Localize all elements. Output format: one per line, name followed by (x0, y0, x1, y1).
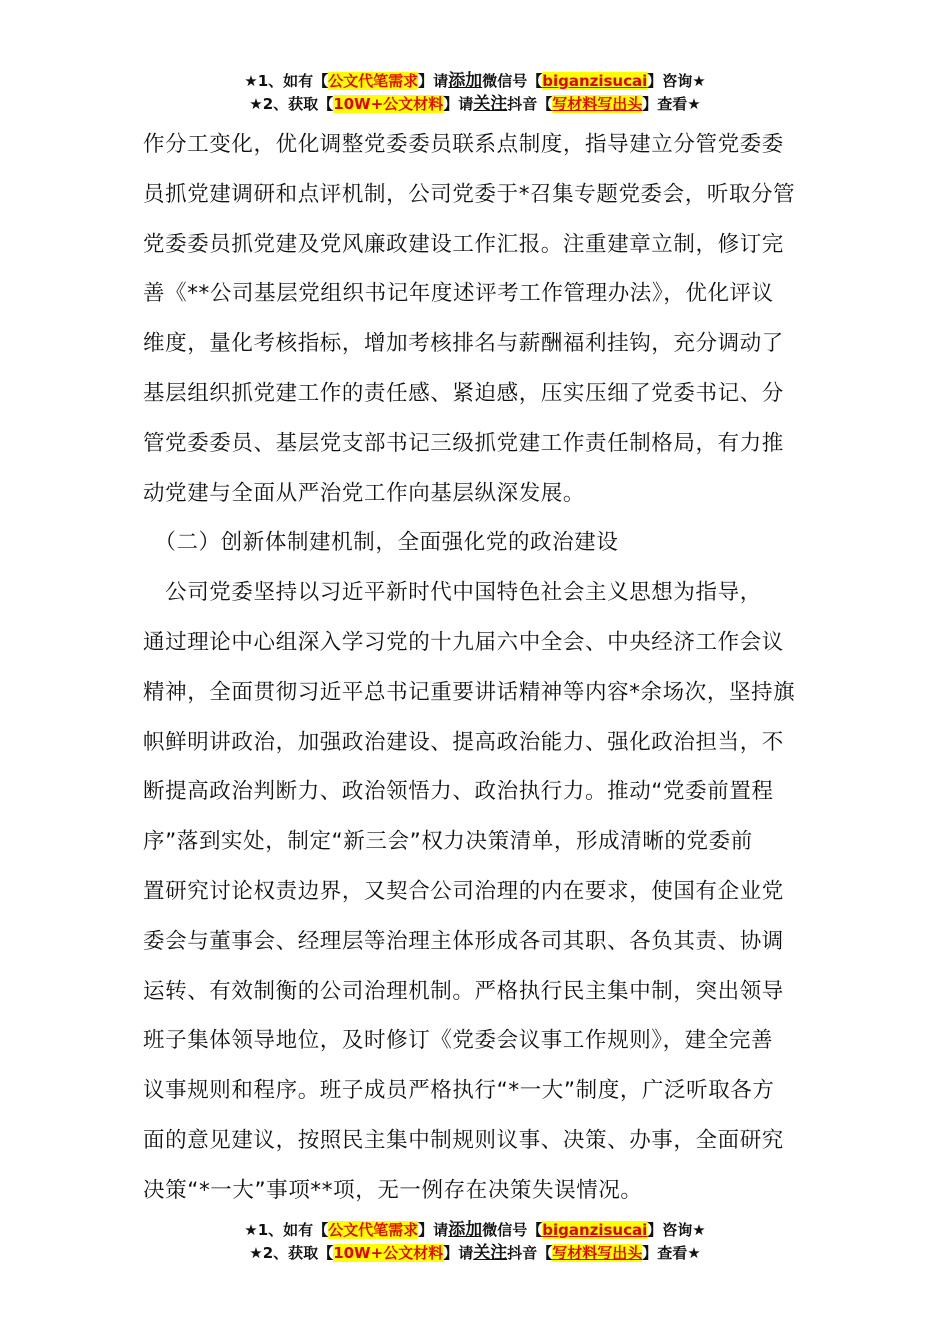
text-line: 基层组织抓党建工作的责任感、紧迫感，压实压细了党委书记、分 (143, 380, 784, 406)
text-line: 运转、有效制衡的公司治理机制。严格执行民主集中制，突出领导 (143, 978, 784, 1004)
text: ★1、如有【 (244, 1221, 329, 1239)
text: ★2、获取【 (249, 95, 334, 113)
text-line: 作分工变化，优化调整党委委员联系点制度，指导建立分管党委委 (143, 132, 784, 157)
text: 】请 (418, 1221, 449, 1239)
text-line: 维度，量化考核指标，增加考核排名与薪酬福利挂钩，充分调动了 (143, 331, 784, 357)
text: 添加 (448, 71, 483, 91)
text: 】请 (418, 72, 449, 90)
highlight: 公文代笔需求 (328, 72, 419, 90)
text: 抖音【 (507, 95, 553, 113)
banner-line-2 (0, 1242, 950, 1265)
text-line: 公司党委坚持以习近平新时代中国特色社会主义思想为指导， (143, 580, 762, 606)
text: 抖音【 (507, 1244, 553, 1262)
text-line: 党委委员抓党建及党风廉政建设工作汇报。注重建章立制，修订完 (143, 231, 784, 257)
text: 】请 (443, 1244, 474, 1262)
text-line: 善《**公司基层党组织书记年度述评考工作管理办法》，优化评议 (143, 281, 774, 307)
text: 关注 (473, 1243, 508, 1263)
text: 】查看★ (642, 95, 701, 113)
highlight: 10W+公文材料 (333, 1244, 444, 1262)
body-text (143, 124, 823, 1220)
text: 微信号【 (482, 72, 543, 90)
banner-line-1 (0, 1219, 950, 1242)
text-line: 管党委委员、基层党支部书记三级抓党建工作责任制格局，有力推 (143, 430, 784, 456)
text: 添加 (448, 1220, 483, 1240)
text-line: 决策“*一大”事项**项，无一例存在决策失误情况。 (143, 1177, 643, 1203)
banner-line-2 (0, 93, 950, 116)
douyin-id: 写材料写出头 (552, 95, 643, 113)
top-banner (0, 70, 950, 116)
text-line: 精神，全面贯彻习近平总书记重要讲话精神等内容*余场次，坚持旗 (143, 679, 796, 705)
text-line: 面的意见建议，按照民主集中制规则议事、决策、办事，全面研究 (143, 1127, 784, 1153)
banner-line-1 (0, 70, 950, 93)
text-line: 断提高政治判断力、政治领悟力、政治执行力。推动“党委前置程 (143, 779, 774, 805)
highlight: 公文代笔需求 (328, 1221, 419, 1239)
wechat-id: biganzisucai (542, 72, 648, 90)
text: 】咨询★ (647, 72, 706, 90)
text-line: 通过理论中心组深入学习党的十九届六中全会、中央经济工作会议 (143, 629, 784, 655)
text-line: 帜鲜明讲政治，加强政治建设、提高政治能力、强化政治担当，不 (143, 729, 784, 755)
text: ★2、获取【 (249, 1244, 334, 1262)
text-line: 置研究讨论权责边界，又契合公司治理的内在要求，使国有企业党 (143, 878, 784, 904)
text-line: 班子集体领导地位，及时修订《党委会议事工作规则》，建全完善 (143, 1028, 774, 1054)
text: 】查看★ (642, 1244, 701, 1262)
highlight: 10W+公文材料 (333, 95, 444, 113)
text: 关注 (473, 94, 508, 114)
text: ★1、如有【 (244, 72, 329, 90)
text-line: 序”落到实处，制定“新三会”权力决策清单，形成清晰的党委前 (143, 829, 753, 855)
wechat-id: biganzisucai (542, 1221, 648, 1239)
text: 】咨询★ (647, 1221, 706, 1239)
text: 】请 (443, 95, 474, 113)
bottom-banner (0, 1219, 950, 1265)
text: 微信号【 (482, 1221, 543, 1239)
text-line: 员抓党建调研和点评机制，公司党委于*召集专题党委会，听取分管 (143, 181, 796, 207)
text-line: 委会与董事会、经理层等治理主体形成各司其职、各负其责、协调 (143, 928, 784, 954)
douyin-id: 写材料写出头 (552, 1244, 643, 1262)
text-line: 动党建与全面从严治党工作向基层纵深发展。 (143, 480, 586, 506)
text-line: （二）创新体制建机制，全面强化党的政治建设 (143, 530, 619, 556)
text-line: 议事规则和程序。班子成员严格执行“*一大”制度，广泛听取各方 (143, 1078, 775, 1104)
